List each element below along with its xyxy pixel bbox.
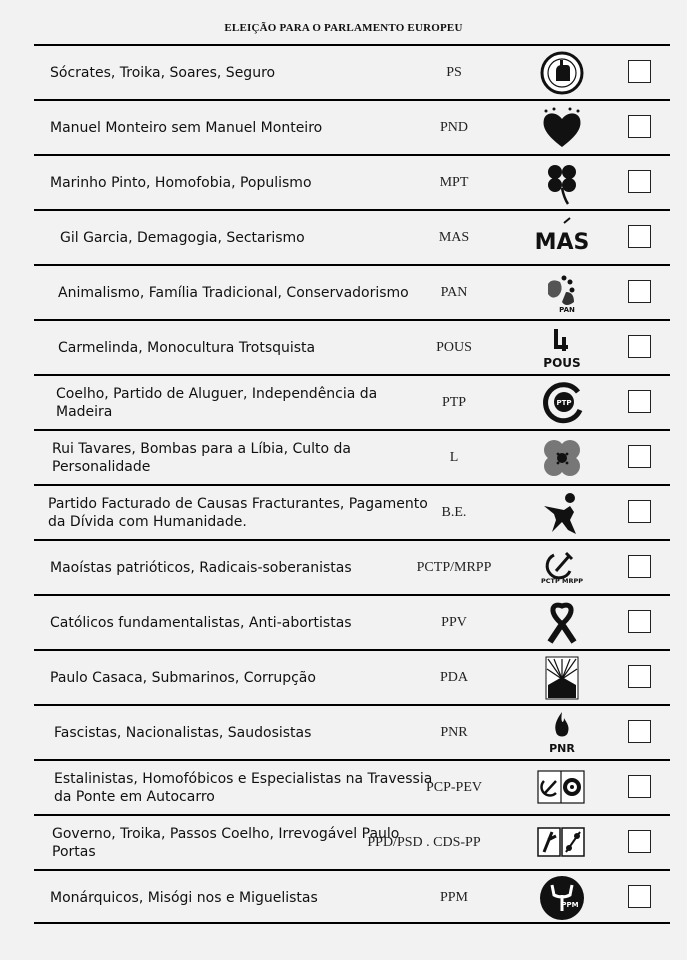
ballot-title: ELEIÇÃO PARA O PARLAMENTO EUROPEU (224, 22, 463, 34)
poppy-logo-icon (532, 435, 592, 481)
logo-text: PCTP MRPP (541, 577, 583, 585)
vote-checkbox[interactable] (628, 280, 651, 303)
vote-checkbox[interactable] (628, 445, 651, 468)
vote-checkbox[interactable] (628, 720, 651, 743)
clover-logo-icon (532, 160, 592, 206)
party-acronym: PTP (441, 394, 467, 410)
vote-checkbox[interactable] (628, 775, 651, 798)
logo-text: PTP (556, 399, 572, 407)
star-figure-logo-icon (532, 490, 592, 536)
sunburst-logo-icon (532, 655, 592, 701)
ballot-row (34, 594, 670, 649)
vote-checkbox[interactable] (628, 555, 651, 578)
psd-cds-logo-icon (532, 820, 592, 866)
ballot-row (34, 814, 670, 869)
ballot-row (34, 649, 670, 704)
pous-logo-icon (532, 325, 592, 371)
ptp-logo-icon (532, 380, 592, 426)
party-acronym: MAS (438, 229, 470, 245)
party-description: Manuel Monteiro sem Manuel Monteiro (50, 119, 323, 136)
ballot-row (34, 44, 670, 99)
party-description: Marinho Pinto, Homofobia, Populismo (50, 174, 312, 191)
vote-checkbox[interactable] (628, 225, 651, 248)
ballot-row (34, 374, 670, 429)
vote-checkbox[interactable] (628, 60, 651, 83)
party-description: Maoístas patrióticos, Radicais-soberanistas (50, 559, 352, 576)
party-acronym: PDA (439, 669, 468, 685)
ballot-row (34, 539, 670, 594)
party-acronym: L (449, 449, 459, 465)
logo-text: POUS (543, 356, 581, 370)
party-acronym: PPV (441, 614, 467, 630)
ballot-row (34, 759, 670, 814)
party-description: Animalismo, Família Tradicional, Conservadorismo (58, 284, 409, 301)
party-description: Governo, Troika, Passos Coelho, Irrevogável Paulo Portas (52, 825, 400, 860)
vote-checkbox[interactable] (628, 830, 651, 853)
party-description: Rui Tavares, Bombas para a Líbia, Culto da Personalidade (52, 440, 351, 475)
party-acronym: PS (446, 64, 462, 80)
vote-checkbox[interactable] (628, 610, 651, 633)
party-acronym: PPM (439, 889, 469, 905)
vote-checkbox[interactable] (628, 115, 651, 138)
logo-text: PNR (549, 742, 575, 755)
pcp-pev-logo-icon (532, 765, 592, 811)
party-acronym: PCP-PEV (425, 779, 483, 795)
party-description: Monárquicos, Misógi nos e Miguelistas (50, 889, 318, 906)
ballot-row (34, 869, 670, 924)
vote-checkbox[interactable] (628, 390, 651, 413)
ballot-row (34, 209, 670, 264)
ballot-row (34, 154, 670, 209)
vote-checkbox[interactable] (628, 335, 651, 358)
vote-checkbox[interactable] (628, 885, 651, 908)
ballot-row (34, 319, 670, 374)
party-description: Partido Facturado de Causas Fracturantes, Pagamento da Dívida com Humanidade. (48, 495, 428, 530)
ballot-table (34, 44, 670, 924)
heart-logo-icon (532, 105, 592, 151)
party-description: Coelho, Partido de Aluguer, Independência da Madeira (56, 385, 378, 420)
vote-checkbox[interactable] (628, 170, 651, 193)
ribbon-logo-icon (532, 600, 592, 646)
party-description: Católicos fundamentalistas, Anti-abortistas (50, 614, 352, 631)
party-acronym: PND (439, 119, 468, 135)
party-description: Fascistas, Nacionalistas, Saudosistas (54, 724, 312, 741)
ps-fist-logo-icon (532, 50, 592, 96)
logo-text: MAS (534, 230, 590, 255)
ballot-row (34, 264, 670, 319)
ballot-row (34, 484, 670, 539)
party-description: Estalinistas, Homofóbicos e Especialistas na Travessia da Ponte em Autocarro (54, 770, 433, 805)
party-description: Sócrates, Troika, Soares, Seguro (50, 64, 276, 81)
ballot-row (34, 704, 670, 759)
party-acronym: PAN (440, 284, 468, 300)
party-description: Paulo Casaca, Submarinos, Corrupção (50, 669, 316, 686)
logo-text: PPM (561, 901, 579, 909)
party-description: Gil Garcia, Demagogia, Sectarismo (60, 229, 305, 246)
ballot-row (34, 99, 670, 154)
party-acronym: MPT (439, 174, 469, 190)
hammer-sickle-logo-icon (532, 545, 592, 591)
logo-text: PAN (559, 306, 575, 314)
party-description: Carmelinda, Monocultura Trotsquista (58, 339, 316, 356)
party-acronym: PPD/PSD . CDS-PP (367, 834, 481, 850)
party-acronym: B.E. (441, 504, 467, 520)
vote-checkbox[interactable] (628, 500, 651, 523)
flame-logo-icon (532, 710, 592, 756)
ballot-row (34, 429, 670, 484)
party-acronym: PNR (440, 724, 468, 740)
pan-logo-icon (532, 270, 592, 316)
mas-logo-icon (532, 215, 592, 261)
vote-checkbox[interactable] (628, 665, 651, 688)
party-acronym: POUS (436, 339, 472, 355)
ppm-logo-icon (532, 875, 592, 921)
party-acronym: PCTP/MRPP (416, 559, 492, 575)
